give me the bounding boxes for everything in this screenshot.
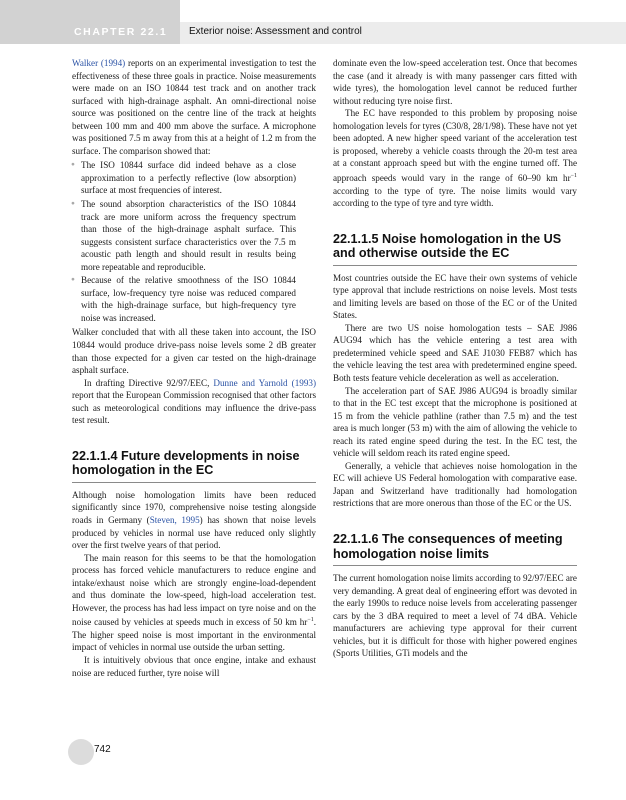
citation-link[interactable]: Steven, 1995 — [149, 514, 200, 525]
paragraph: The current homologation noise limits according to 92/97/EEC are very demanding. A great deal of engineering effort was devoted in the early 1990s to reduce noise levels from accelerating passenger cars by the 3 dBA required to meet a level of 74 dBA. Vehicle manufacturers are achieving type approval for their current vehicles, but it is difficult for those with higher powered engines (Sports Utilities, GTi models and the — [333, 573, 577, 659]
section-heading: 22.1.1.5 Noise homologation in the US and otherwise outside the EC — [333, 232, 577, 266]
left-column — [72, 57, 316, 679]
paragraph: It is intuitively obvious that once engine, intake and exhaust noise are reduced further, tyre noise will — [72, 655, 316, 678]
paragraph: In drafting Directive 92/97/EEC, Dunne and Yarnold (1993) report that the European Commission recognised that other factors such as meteorological conditions may influence the drive-pass test result. — [72, 377, 316, 426]
paragraph: Generally, a vehicle that achieves noise homologation in the EC will achieve US Federal homologation with comparative ease. Japan and Switzerland have traditionally had homologation restrictions that are more onerous than those of the EC or the US. — [333, 460, 577, 509]
page-number: 742 — [94, 744, 111, 755]
paragraph: Walker concluded that with all these taken into account, the ISO 10844 would produce drive-pass noise levels some 2 dB greater than those expected for a given car tested on the high-drainage asphalt surface. — [72, 327, 316, 376]
citation-link[interactable]: Dunne and Yarnold (1993) — [213, 377, 316, 388]
bullet-list — [72, 159, 316, 324]
paragraph: The EC have responded to this problem by proposing noise homologation levels for tyres (C30/8, 28/1/98). These have not yet been adopted. A new higher speed variant of the acceleration test is proposed, whereby a vehicle coasts through the 20-m test area at a constant approach speed but with the engine turned off. The approach speeds would vary in the range of 60–90 km $hr^{-1}$ according to the type of tyre. The noise limits would vary according to the type of tyre and tyre width. — [333, 108, 577, 209]
section-heading: 22.1.1.6 The consequences of meeting homologation noise limits — [333, 532, 577, 566]
chapter-label: CHAPTER 22.1 — [74, 26, 168, 38]
list-item: ● Because of the relative smoothness of the ISO 10844 surface, low-frequency tyre noise was reduced compared with the high-drainage surface, but high-frequency tyre noise was increased. — [72, 274, 316, 324]
paragraph: There are two US noise homologation tests – SAE J986 AUG94 which has the vehicle entering a test area with predetermined vehicle speed and SAE J1030 FEB87 which has the vehicle leaving the test area with predetermined engine speed. Both tests feature vehicle deceleration as well as acceleration. — [333, 322, 577, 383]
list-item: ● The ISO 10844 surface did indeed behave as a close approximation to a perfectly reflective (low absorption) surface at most frequencies of interest. — [72, 159, 316, 197]
paragraph: The main reason for this seems to be that the homologation process has forced vehicle manufacturers to reduce engine and intake/exhaust noise which are strongly engine-load-dependent and thus dominate the low-speed, high-load acceleration test. However, the process has had less impact on tyre noise and on the noise caused by vehicles at speeds much in excess of 50 km $hr^{-1}$. The higher speed noise is most important in the environmental impact of vehicles in normal use outside the urban setting. — [72, 552, 316, 653]
running-title: Exterior noise: Assessment and control — [189, 26, 362, 37]
section-heading: 22.1.1.4 Future developments in noise homologation in the EC — [72, 449, 316, 483]
right-column — [333, 57, 577, 660]
paragraph: Although noise homologation limits have been reduced significantly since 1970, comprehensive noise testing alongside roads in Germany (Steven, 1995) has shown that noise levels produced by vehicles in normal use have reduced only slightly over the first twelve years of that period. — [72, 489, 316, 551]
citation-link[interactable]: Walker (1994) — [72, 58, 126, 68]
paragraph: The acceleration part of SAE J986 AUG94 is broadly similar to that in the EC test except that the microphone is positioned at 15 m from the vehicle pathline (rather than 7.5 m) and the test area is much longer (53 m) with the aim of allowing the vehicle to reach its rated engine speed during the test. In the EC test, the vehicle will seldom reach its rated engine speed. — [333, 385, 577, 459]
paragraph: dominate even the low-speed acceleration test. Once that becomes the case (and it already is with many passenger cars fitted with wide tyres), the homologation level cannot be reduced further without reducing tyre noise first. — [333, 58, 577, 106]
page-number-badge — [68, 739, 94, 765]
paragraph: Walker (1994) reports on an experimental investigation to test the effectiveness of these three goals in practice. Noise measurements were made on an ISO 10844 test track and on another track surfaced with high-drainage asphalt. An omni-directional noise source was positioned on the centre line of the track at heights between 100 mm and 400 mm above the surface. A microphone was positioned 7.5 m away from this at a height of 1.2 m from the surface. The comparison showed that: — [72, 58, 316, 156]
paragraph: Most countries outside the EC have their own systems of vehicle type approval that include restrictions on noise levels. Most tests and limiting levels are based on those of the EC or of the United States. — [333, 272, 577, 321]
list-item: ● The sound absorption characteristics of the ISO 10844 track are more uniform across the frequency spectrum than those of the high-drainage asphalt surface. This suggests consistent surface characteristics over the 7.5 m acoustic path length and should result in results being more repeatable and reproducible. — [72, 198, 316, 273]
